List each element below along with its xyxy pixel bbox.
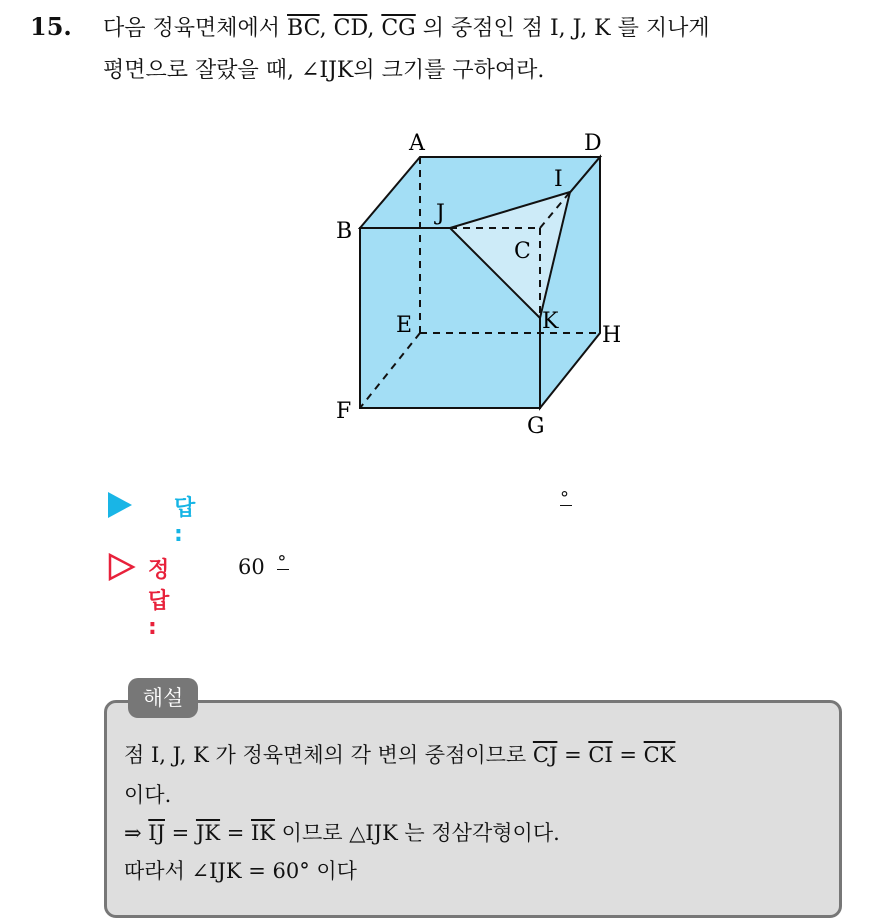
text-segment: 이므로 △IJK 는 정삼각형이다. bbox=[275, 821, 560, 845]
text-segment: 의 중점인 점 I, J, K 를 지나게 bbox=[415, 16, 710, 41]
vertex-label-b: B bbox=[336, 219, 353, 244]
text-segment: = bbox=[612, 743, 644, 767]
text-segment: , bbox=[319, 16, 334, 41]
vertex-label-d: D bbox=[584, 131, 602, 156]
answer-blank[interactable] bbox=[560, 488, 572, 509]
vertex-label-i: I bbox=[554, 167, 563, 192]
correct-answer-number: 60 bbox=[238, 555, 265, 579]
correct-answer-unit: ° bbox=[277, 552, 287, 573]
cube-figure bbox=[320, 120, 640, 450]
segment-notation: $\overline{CD}$ bbox=[333, 16, 368, 41]
question-text-line1 bbox=[103, 14, 710, 44]
explanation-line1 bbox=[124, 740, 675, 770]
vertex-label-a: A bbox=[409, 131, 425, 156]
correct-marker-icon bbox=[108, 553, 136, 581]
segment-notation: $\overline{IJ}$ bbox=[148, 821, 165, 845]
segment-notation: $\overline{CI}$ bbox=[588, 743, 613, 767]
text-segment: 다음 정육면체에서 bbox=[103, 16, 288, 41]
segment-notation: $\overline{CK}$ bbox=[643, 743, 676, 767]
explanation-line4: 따라서 ∠IJK = 60° 이다 bbox=[124, 859, 357, 883]
text-segment: = bbox=[165, 821, 196, 845]
vertex-label-g: G bbox=[527, 414, 545, 439]
text-segment: ⇒ bbox=[124, 821, 149, 845]
segment-notation: $\overline{JK}$ bbox=[195, 821, 221, 845]
correct-answer-value bbox=[238, 552, 289, 579]
segment-notation: $\overline{IK}$ bbox=[251, 821, 275, 845]
segment-notation: $\overline{CJ}$ bbox=[532, 743, 558, 767]
text-segment: 점 I, J, K 가 정육면체의 각 변의 중점이므로 bbox=[124, 743, 533, 767]
explanation-line2: 이다. bbox=[124, 783, 172, 807]
segment-notation: $\overline{BC}$ bbox=[287, 16, 320, 41]
segment-notation: $\overline{CG}$ bbox=[381, 16, 416, 41]
text-segment: = bbox=[557, 743, 589, 767]
vertex-label-k: K bbox=[542, 309, 559, 334]
vertex-label-j: J bbox=[436, 201, 445, 226]
text-segment: = bbox=[220, 821, 252, 845]
vertex-label-h: H bbox=[602, 323, 622, 348]
vertex-label-f: F bbox=[336, 399, 352, 424]
explanation-title: 해설 bbox=[128, 678, 198, 718]
text-segment: , bbox=[367, 16, 382, 41]
answer-label: 답 : bbox=[174, 496, 196, 547]
question-text-line2: 평면으로 잘랐을 때, ∠IJK의 크기를 구하여라. bbox=[103, 58, 545, 83]
answer-unit: ° bbox=[560, 488, 569, 509]
vertex-label-c: C bbox=[514, 239, 531, 264]
correct-answer-label: 정답 : bbox=[148, 558, 170, 640]
vertex-label-e: E bbox=[396, 313, 413, 338]
question-number: 15. bbox=[30, 12, 72, 41]
answer-marker-icon bbox=[108, 492, 132, 518]
explanation-line3 bbox=[124, 818, 560, 848]
